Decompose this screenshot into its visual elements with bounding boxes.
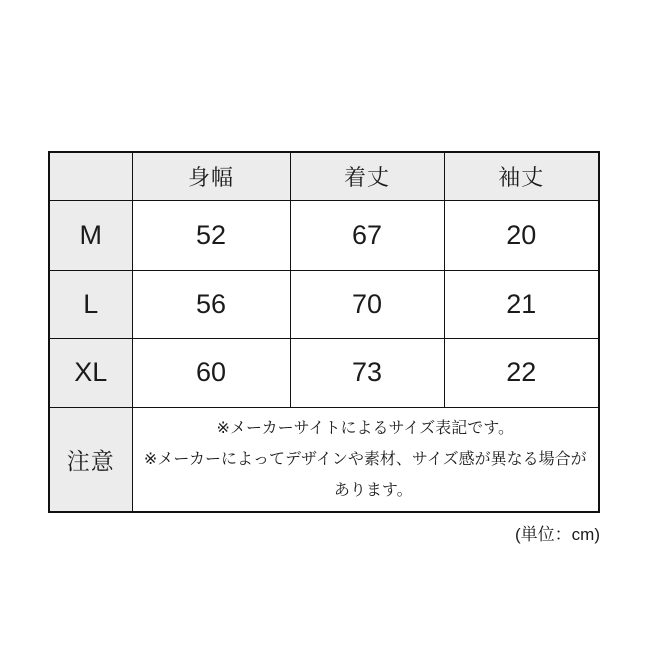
unit-label: (単位：cm)	[515, 525, 600, 544]
row-label-m: M	[49, 200, 132, 270]
cell-l-length: 70	[290, 270, 444, 338]
note-cell	[132, 407, 599, 512]
cell-l-body-width: 56	[132, 270, 290, 338]
col-header-body-width: 身幅	[132, 152, 290, 200]
cell-xl-body-width: 60	[132, 338, 290, 407]
table-row-l	[49, 270, 599, 338]
row-label-xl: XL	[49, 338, 132, 407]
table-row-xl	[49, 338, 599, 407]
cell-xl-length: 73	[290, 338, 444, 407]
cell-m-sleeve-length: 20	[444, 200, 599, 270]
cell-l-sleeve-length: 21	[444, 270, 599, 338]
note-line-2: ※メーカーによってデザインや素材、サイズ感が異なる場合が	[143, 450, 587, 468]
note-row-label: 注意	[49, 407, 132, 512]
note-line-1: ※メーカーサイトによるサイズ表記です。	[216, 419, 514, 437]
cell-xl-sleeve-length: 22	[444, 338, 599, 407]
table-row-m	[49, 200, 599, 270]
row-label-l: L	[49, 270, 132, 338]
note-row	[49, 407, 599, 512]
col-header-length: 着丈	[290, 152, 444, 200]
cell-m-body-width: 52	[132, 200, 290, 270]
col-header-sleeve-length: 袖丈	[444, 152, 599, 200]
size-table	[48, 151, 600, 513]
note-line-3: あります。	[333, 481, 413, 499]
corner-cell	[49, 152, 132, 200]
cell-m-length: 67	[290, 200, 444, 270]
header-row	[49, 152, 599, 200]
